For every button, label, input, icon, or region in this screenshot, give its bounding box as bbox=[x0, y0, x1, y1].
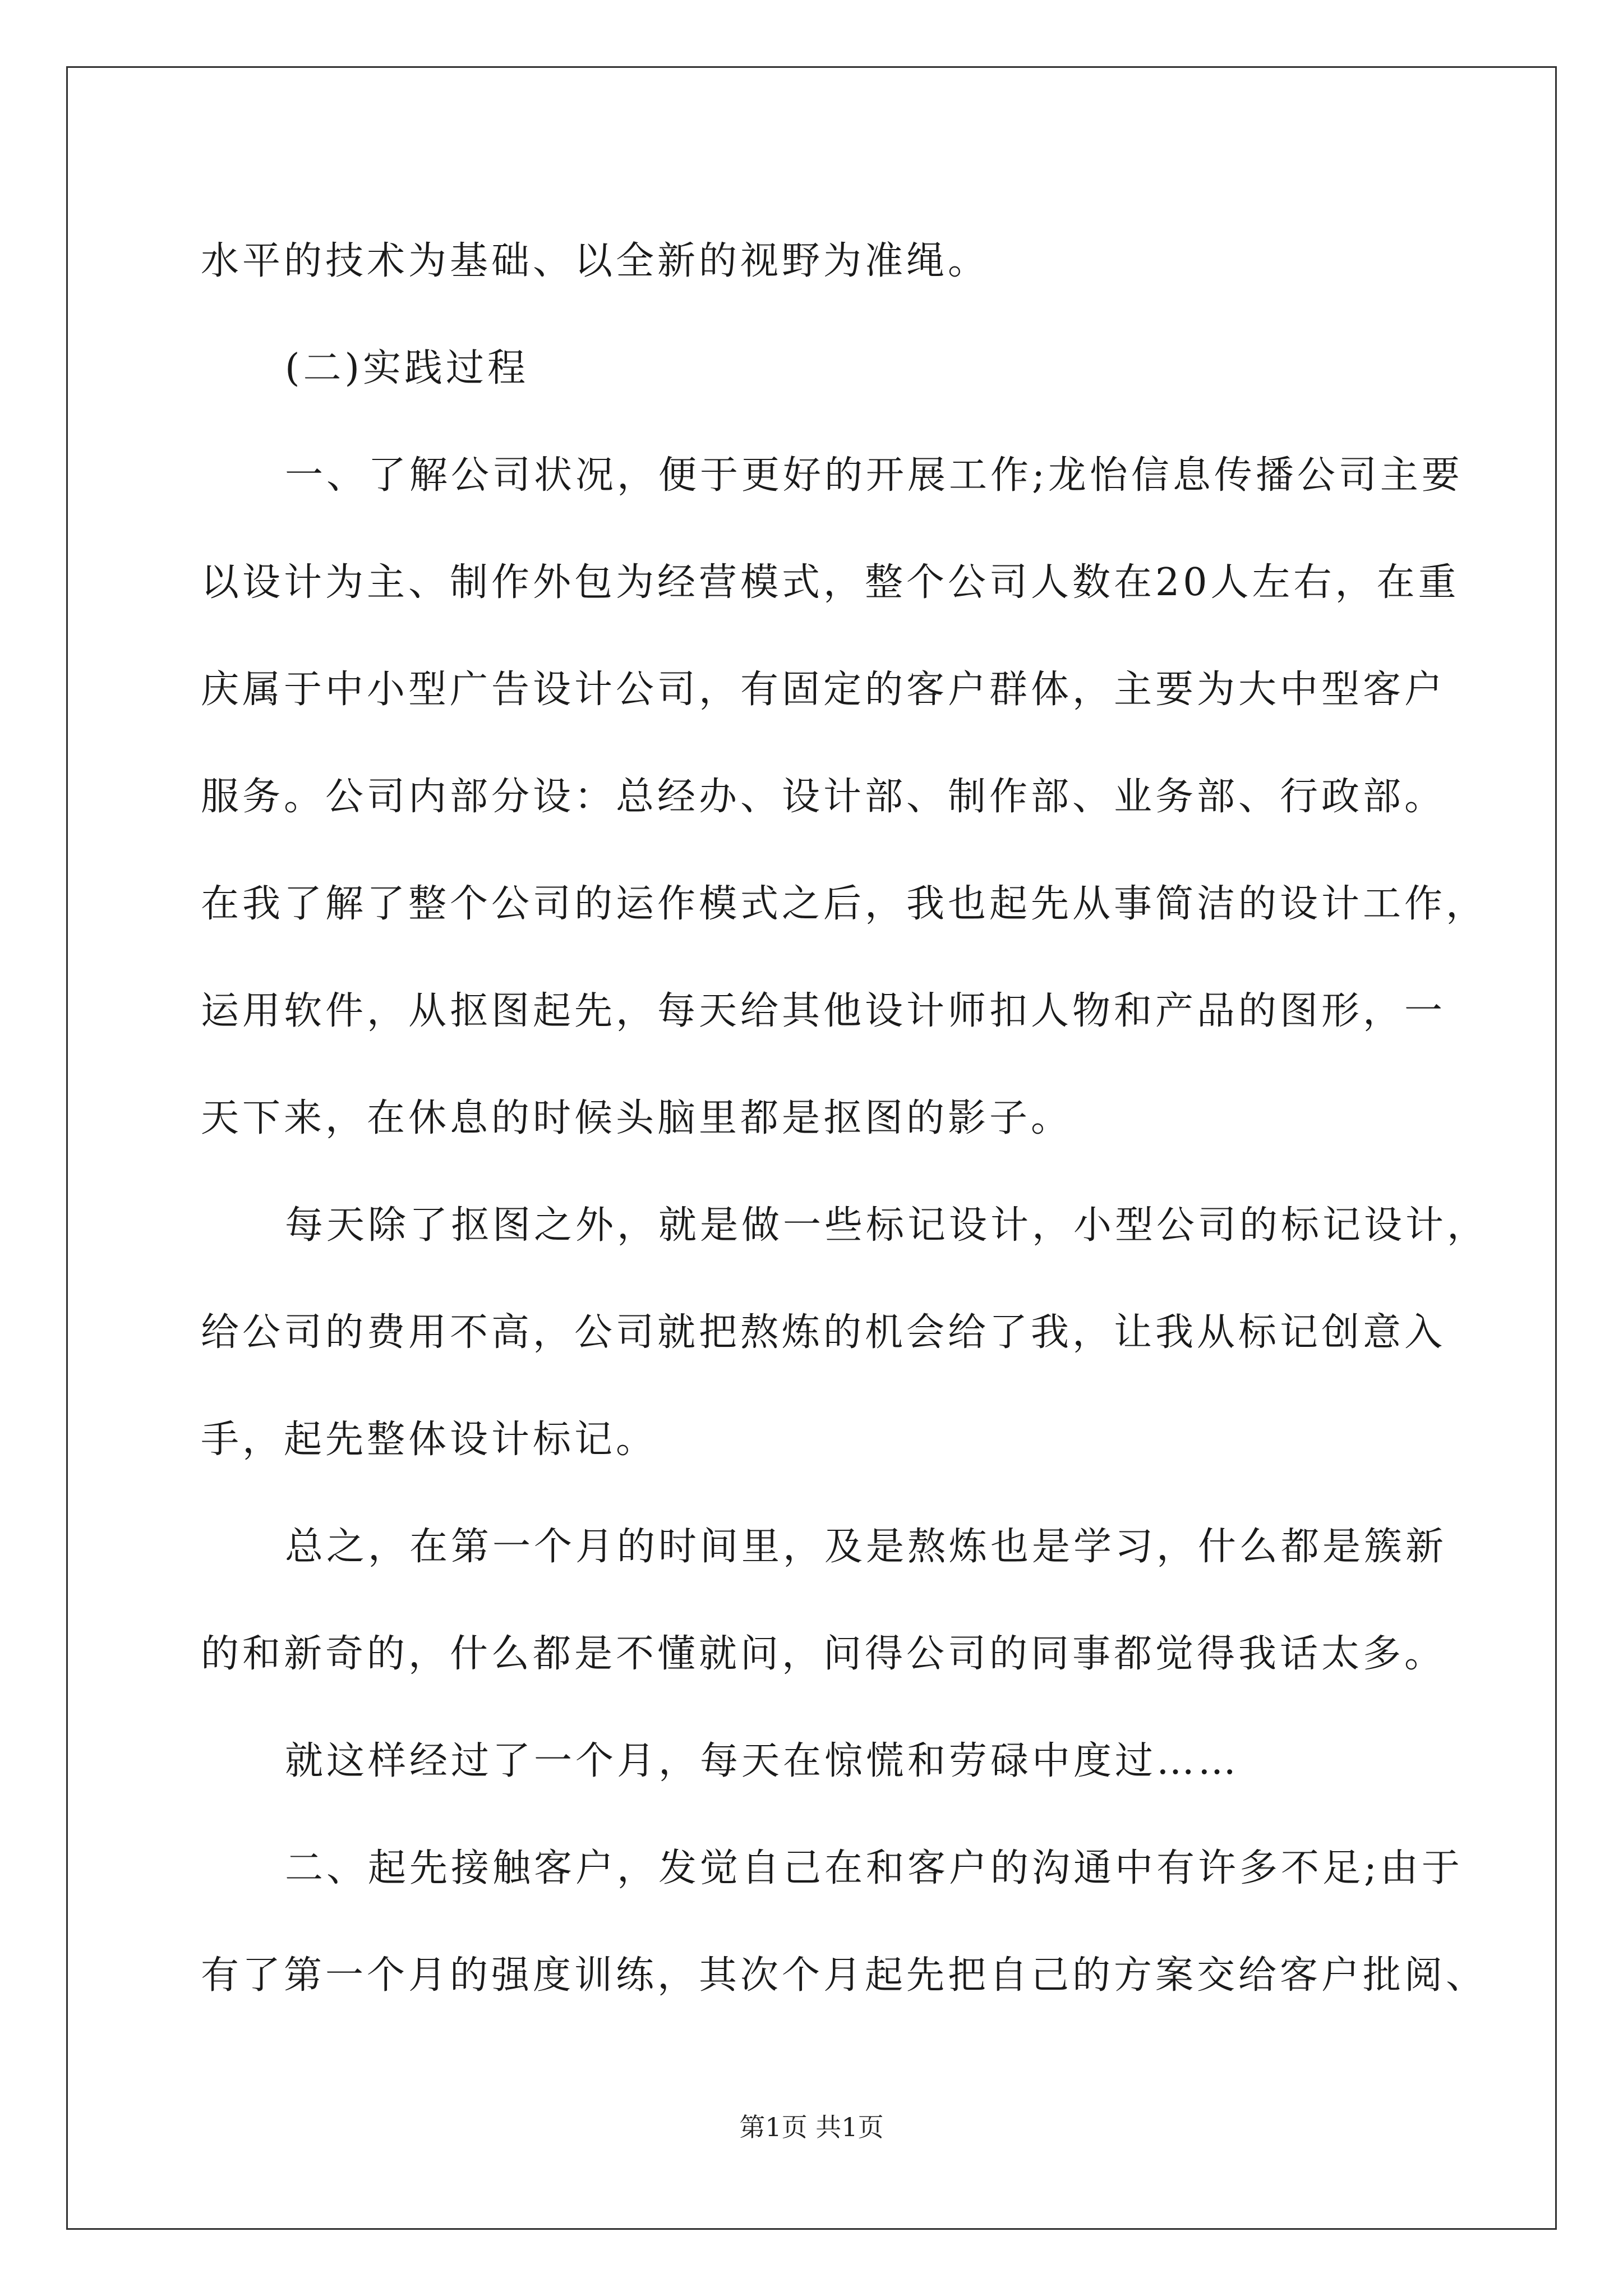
text-line: 总之，在第一个月的时间里，及是熬炼也是学习，什么都是簇新 bbox=[285, 1525, 1447, 1569]
text-line: 二、起先接触客户，发觉自己在和客户的沟通中有许多不足;由于 bbox=[285, 1846, 1463, 1890]
text-line: 水平的技术为基础、以全新的视野为准绳。 bbox=[201, 239, 990, 283]
text-line: 在我了解了整个公司的运作模式之后，我也起先从事简洁的设计工作， bbox=[201, 882, 1488, 926]
page-footer: 第1页 共1页 bbox=[739, 2112, 884, 2142]
text-line: 一、了解公司状况，便于更好的开展工作;龙怡信息传播公司主要 bbox=[285, 453, 1463, 498]
text-line: 天下来，在休息的时候头脑里都是抠图的影子。 bbox=[201, 1096, 1073, 1140]
text-line: 有了第一个月的强度训练，其次个月起先把自己的方案交给客户批阅、 bbox=[201, 1953, 1488, 1998]
section-heading: (二)实践过程 bbox=[285, 346, 529, 390]
text-line: 运用软件，从抠图起先，每天给其他设计师扣人物和产品的图形，一 bbox=[201, 989, 1446, 1033]
text-line: 庆属于中小型广告设计公司，有固定的客户群体，主要为大中型客户 bbox=[201, 668, 1446, 712]
text-line: 以设计为主、制作外包为经营模式，整个公司人数在20人左右，在重 bbox=[201, 560, 1460, 605]
text-line: 手，起先整体设计标记。 bbox=[201, 1418, 658, 1462]
text-line: 的和新奇的，什么都是不懂就问，问得公司的同事都觉得我话太多。 bbox=[201, 1632, 1446, 1676]
text-line: 服务。公司内部分设：总经办、设计部、制作部、业务部、行政部。 bbox=[201, 775, 1446, 819]
document-body bbox=[201, 208, 1489, 2029]
text-line: 给公司的费用不高，公司就把熬炼的机会给了我，让我从标记创意入 bbox=[201, 1310, 1446, 1355]
text-line: 每天除了抠图之外，就是做一些标记设计，小型公司的标记设计， bbox=[285, 1203, 1489, 1248]
text-line: 就这样经过了一个月，每天在惊慌和劳碌中度过…… bbox=[285, 1739, 1240, 1783]
